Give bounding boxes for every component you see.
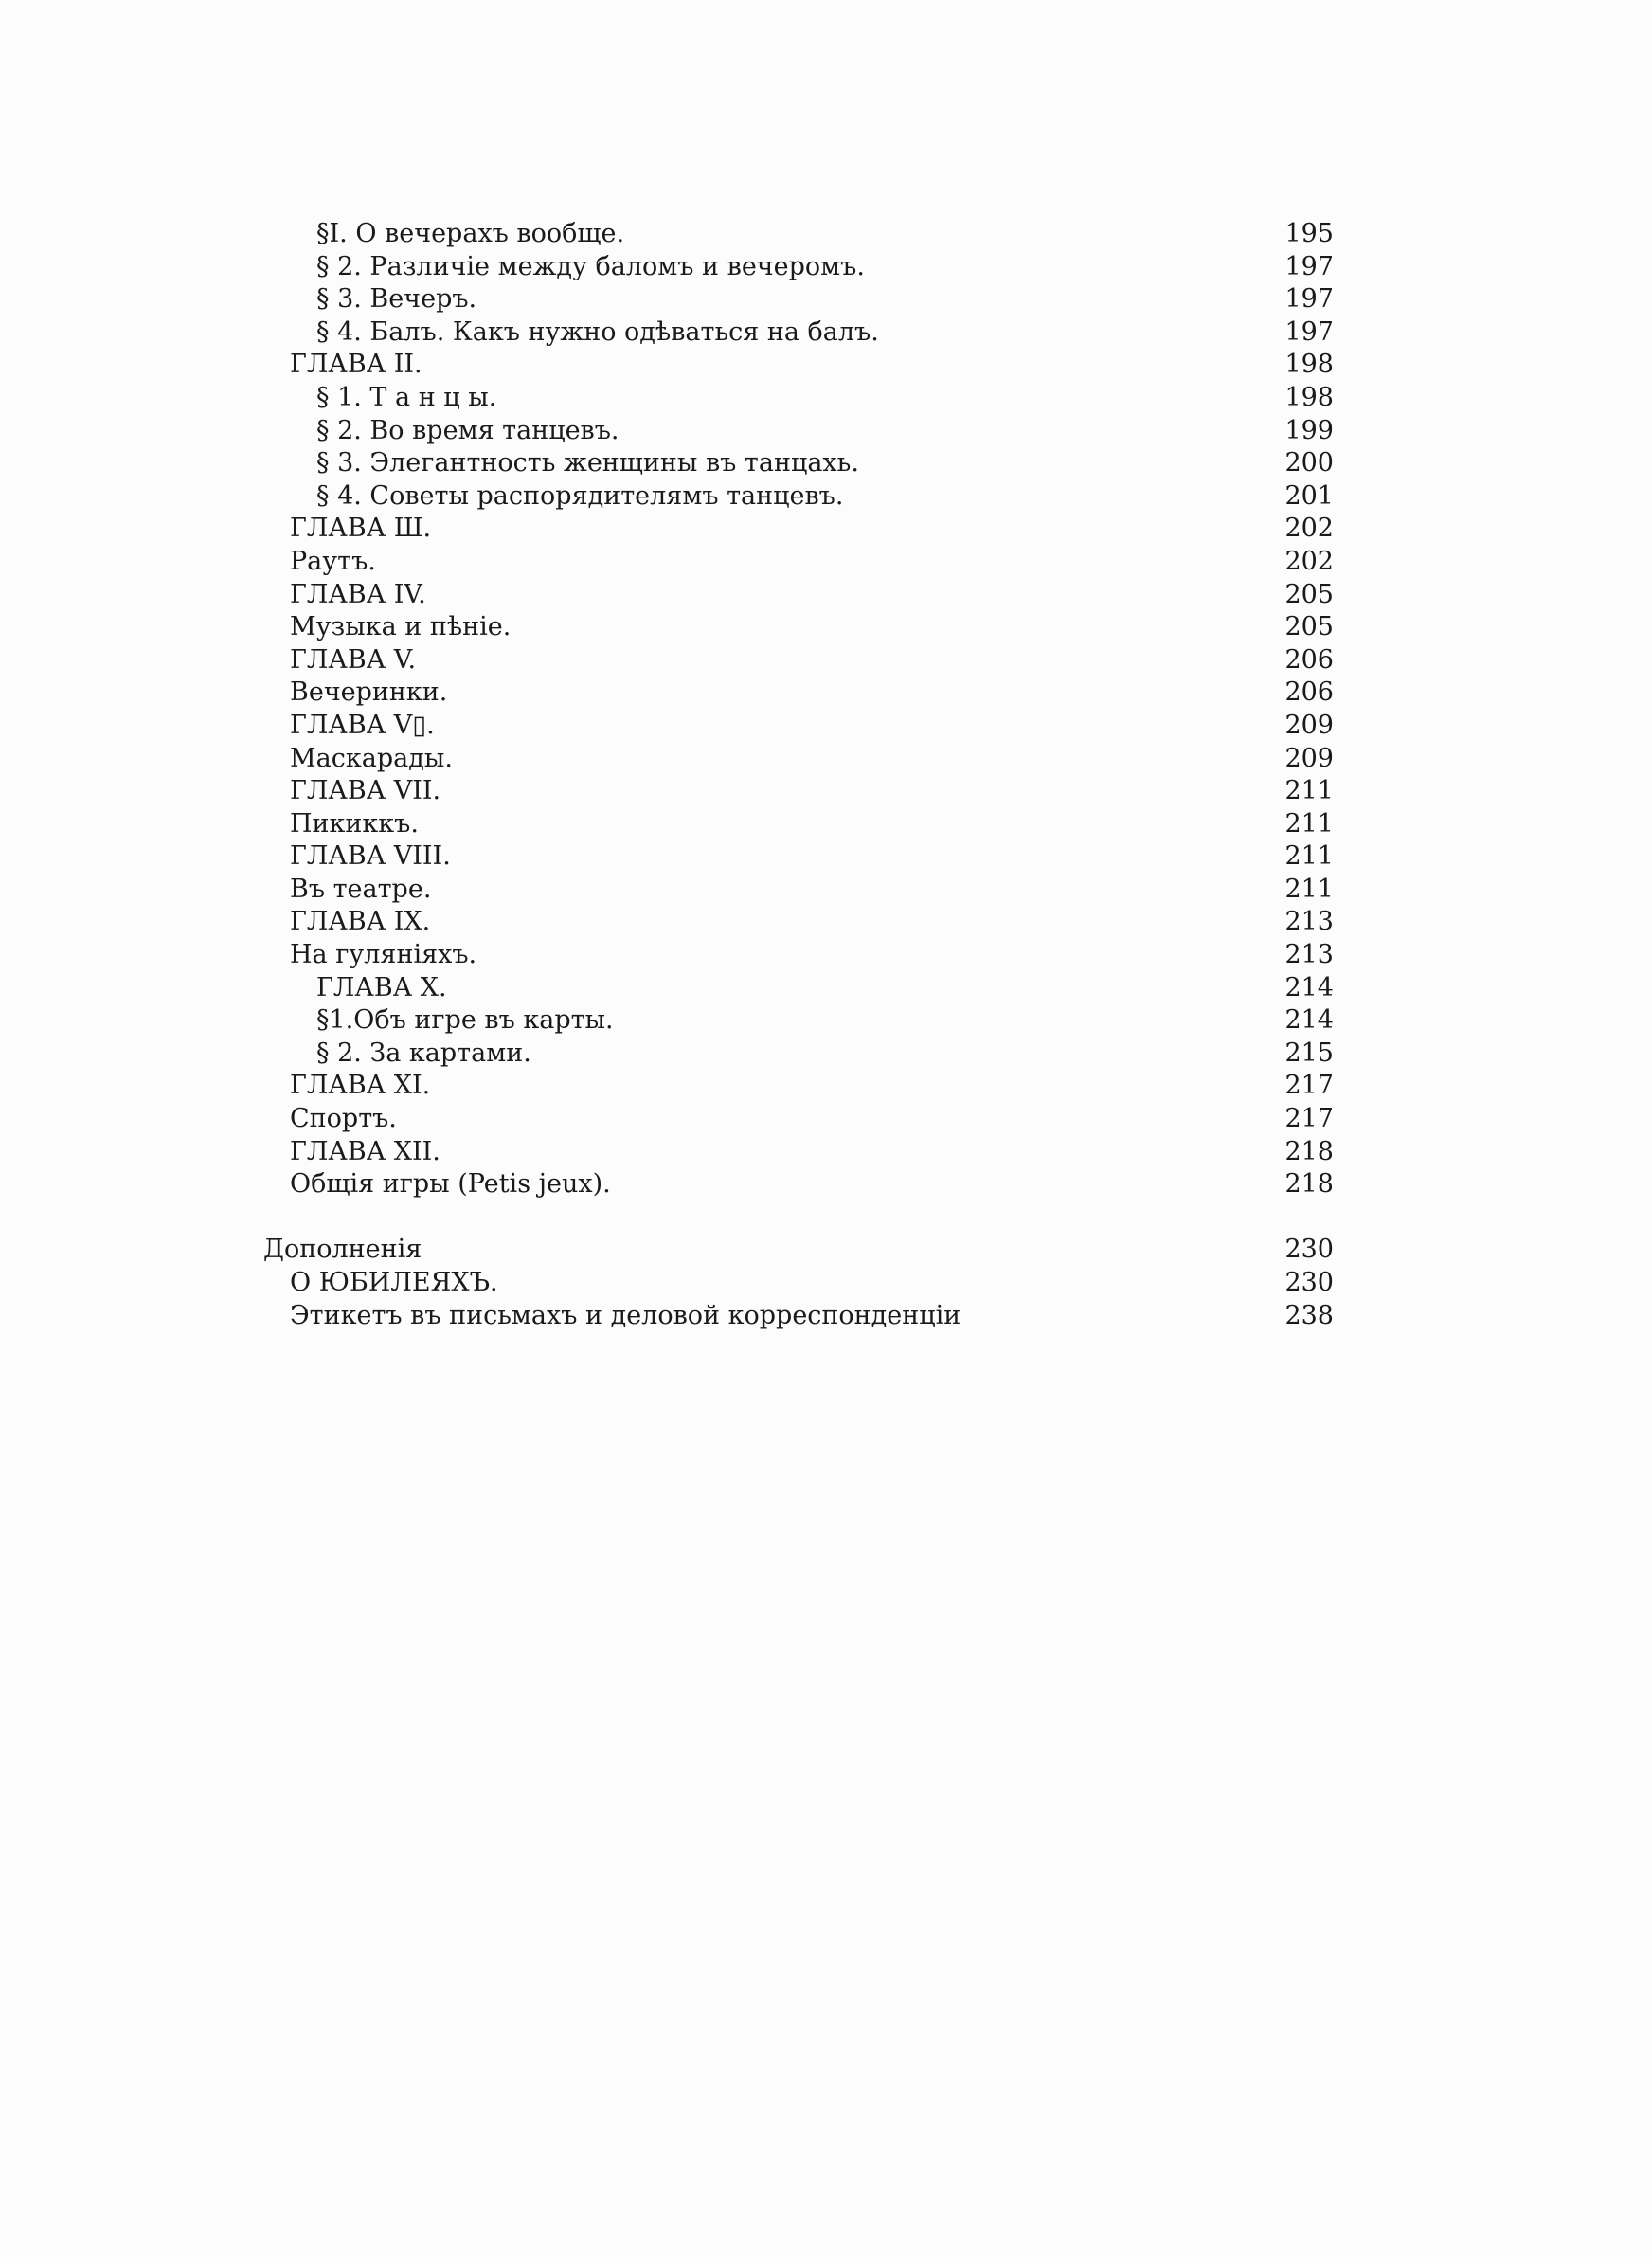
toc-entry-title: Общія игры (Petis jeux). — [290, 1169, 611, 1200]
toc-entry-page: 211 — [1284, 776, 1334, 806]
toc-entry-title: ГЛАВА II. — [290, 350, 422, 380]
toc-entry-title: § 4. Советы распорядителямъ танцевъ. — [316, 480, 844, 511]
toc-entry — [0, 840, 1652, 874]
toc-entry-page: 217 — [1284, 1104, 1334, 1134]
toc-entry-title: Этикетъ въ письмахъ и деловой корреспонденціи — [290, 1300, 961, 1330]
toc-entry-title: ГЛАВА Ш. — [290, 514, 432, 544]
toc-entry-page: 197 — [1284, 251, 1334, 281]
toc-entry — [0, 972, 1652, 1005]
toc-entry — [0, 644, 1652, 677]
toc-entry — [0, 579, 1652, 612]
toc-entry — [0, 283, 1652, 316]
toc-entry-title: ГЛАВА IX. — [290, 907, 431, 937]
toc-entry — [0, 677, 1652, 710]
toc-entry — [0, 382, 1652, 415]
toc-entry-page: 230 — [1284, 1268, 1334, 1297]
toc-entry — [0, 1136, 1652, 1169]
toc-entry-title: Раутъ. — [290, 546, 376, 576]
toc-entry-title: ГЛАВА IV. — [290, 579, 426, 609]
toc-entry-page: 211 — [1284, 874, 1334, 904]
toc-entry-title: § 3. Вечеръ. — [316, 284, 477, 315]
toc-entry-page: 230 — [1284, 1235, 1334, 1265]
toc-entry-title: §I. О вечерахъ вообще. — [316, 219, 625, 248]
toc-entry-page: 218 — [1284, 1136, 1334, 1166]
toc-entry-page: 206 — [1284, 644, 1334, 675]
toc-entry — [0, 808, 1652, 841]
toc-entry-page: 211 — [1284, 841, 1334, 872]
toc-entry — [0, 1300, 1652, 1333]
toc-entry-title: ГЛАВА VIII. — [290, 841, 451, 872]
toc-entry-page: 215 — [1284, 1038, 1334, 1068]
toc-entry — [0, 1070, 1652, 1103]
toc-entry-page: 209 — [1284, 710, 1334, 740]
toc-entry — [0, 513, 1652, 546]
toc-entry — [0, 874, 1652, 907]
toc-entry-page: 238 — [1284, 1300, 1334, 1330]
toc-entry-page: 197 — [1284, 284, 1334, 315]
toc-entry — [0, 447, 1652, 480]
toc-entry-page: 202 — [1284, 514, 1334, 544]
toc-entry — [0, 480, 1652, 514]
toc-entry-title: На гуляніяхъ. — [290, 940, 477, 970]
toc-entry — [0, 1004, 1652, 1038]
toc-entry — [0, 611, 1652, 644]
toc-entry — [0, 1267, 1652, 1300]
toc-entry-title: ГЛАВА V. — [290, 644, 417, 675]
toc-entry — [0, 349, 1652, 382]
toc-entry-page: 206 — [1284, 677, 1334, 708]
toc-entry — [0, 1201, 1652, 1267]
toc-entry-title: Маскарады. — [290, 743, 453, 773]
toc-entry-page: 213 — [1284, 907, 1334, 937]
toc-entry-title: § 2. За картами. — [316, 1038, 531, 1068]
toc-entry-title: Музыка и пѣніе. — [290, 612, 512, 642]
toc-entry-page: 209 — [1284, 743, 1334, 773]
toc-entry-title: ГЛАВА XI. — [290, 1071, 431, 1101]
toc-entry-page: 198 — [1284, 350, 1334, 380]
toc-entry-page: 218 — [1284, 1169, 1334, 1200]
toc-entry-title: Въ театре. — [290, 874, 432, 904]
toc-entry — [0, 710, 1652, 743]
toc-entry-title: § 1. Т а н ц ы. — [316, 382, 497, 412]
toc-entry-page: 211 — [1284, 808, 1334, 839]
toc-entry — [0, 775, 1652, 808]
toc-entry — [0, 1168, 1652, 1201]
toc-entry — [0, 316, 1652, 350]
toc-entry-page: 205 — [1284, 579, 1334, 609]
toc-entry-title: Спортъ. — [290, 1104, 397, 1134]
toc-entry-page: 198 — [1284, 382, 1334, 412]
toc-entry-page: 199 — [1284, 415, 1334, 445]
toc-entry-page: 205 — [1284, 612, 1334, 642]
toc-entry — [0, 546, 1652, 579]
toc-entry — [0, 1038, 1652, 1071]
toc-entry — [0, 939, 1652, 972]
toc-entry — [0, 1103, 1652, 1136]
toc-entry-title: ГЛАВА V▯. — [290, 710, 435, 740]
toc-entry-page: 214 — [1284, 1005, 1334, 1036]
toc-entry-page: 217 — [1284, 1071, 1334, 1101]
toc-entry — [0, 218, 1652, 251]
toc-entry-title: Дополненія — [263, 1235, 422, 1265]
toc-entry-title: Вечеринки. — [290, 677, 448, 708]
toc-entry-page: 213 — [1284, 940, 1334, 970]
toc-entry-page: 195 — [1284, 219, 1334, 248]
toc-entry-title: Пикиккъ. — [290, 808, 419, 839]
toc-entry-title: ГЛАВА XII. — [290, 1136, 440, 1166]
toc-entry — [0, 415, 1652, 448]
toc-entry-page: 214 — [1284, 972, 1334, 1002]
toc-entry-title: § 2. Во время танцевъ. — [316, 415, 620, 445]
table-of-contents — [0, 218, 1652, 1332]
toc-entry — [0, 743, 1652, 776]
toc-entry-title: ГЛАВА X. — [316, 972, 447, 1002]
toc-entry — [0, 906, 1652, 939]
toc-entry-page: 201 — [1284, 480, 1334, 511]
toc-entry-page: 200 — [1284, 448, 1334, 478]
toc-entry-title: § 3. Элегантность женщины въ танцахь. — [316, 448, 859, 478]
toc-entry — [0, 251, 1652, 284]
toc-entry-page: 202 — [1284, 546, 1334, 576]
toc-entry-title: § 4. Балъ. Какъ нужно одѣваться на балъ. — [316, 316, 879, 347]
toc-entry-title: § 2. Различіе между баломъ и вечеромъ. — [316, 251, 865, 281]
toc-entry-title: О ЮБИЛЕЯХЪ. — [290, 1268, 498, 1297]
toc-entry-title: §1.Объ игре въ карты. — [316, 1005, 614, 1036]
toc-entry-page: 197 — [1284, 316, 1334, 347]
toc-entry-title: ГЛАВА VII. — [290, 776, 441, 806]
